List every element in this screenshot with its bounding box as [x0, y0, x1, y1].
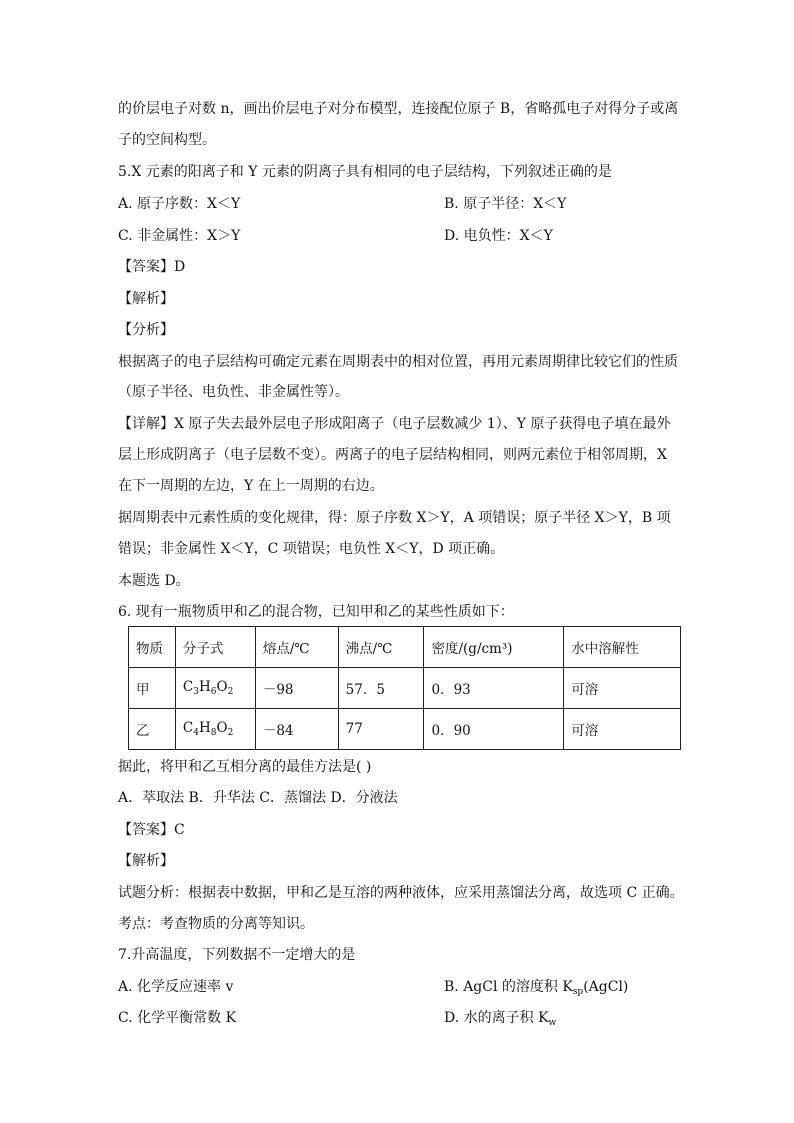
formula-subscript: 3: [193, 687, 199, 697]
q5-detail-line-3: 在下一周期的左边，Y 在上一周期的右边。: [118, 478, 384, 494]
q7-option-a: A. 化学反应速率 v: [118, 979, 234, 995]
intro-line-2: 子的空间构型。: [118, 132, 216, 148]
q5-fenxi-label: 【分析】: [118, 322, 174, 338]
q5-option-c: C. 非金属性：X＞Y: [118, 228, 241, 244]
intro-line-1: 的价层电子对数 n，画出价层电子对分布模型，连接配位原子 B，省略孤电子对得分子或离: [118, 101, 679, 117]
q5-detail-line-2: 层上形成阴离子（电子层数不变）。两离子的电子层结构相同，则两元素位于相邻周期，X: [118, 447, 667, 463]
q6-analysis-label: 【解析】: [118, 853, 174, 869]
formula-subscript: 4: [193, 728, 199, 738]
header-cell: 水中溶解性: [564, 627, 681, 668]
q7-option-b-subscript: sp: [572, 987, 584, 997]
formula-subscript: 6: [210, 687, 217, 697]
q5-fenxi-line-2: （原子半径、电负性、非金属性等）。: [118, 384, 349, 400]
q7-option-d-text: D. 水的离子积 K: [444, 1010, 549, 1026]
q7-option-b: [444, 977, 628, 1002]
table-row: [129, 668, 681, 709]
q5-option-b: B. 原子半径：X＜Y: [444, 196, 567, 212]
q5-option-a: A. 原子序数：X＜Y: [118, 196, 241, 212]
formula-subscript: 8: [210, 728, 217, 738]
formula-element: O: [216, 679, 228, 695]
q5-conclusion: 本题选 D。: [118, 573, 190, 589]
melting-point-cell: －84: [255, 709, 338, 750]
q5-detail-line-5: 错误；非金属性 X＜Y，C 项错误；电负性 X＜Y，D 项正确。: [118, 541, 505, 557]
formula-subscript: 2: [227, 728, 234, 738]
formula-element: C: [182, 720, 194, 736]
formula-element: H: [198, 679, 211, 695]
formula-element: H: [198, 720, 211, 736]
q7-option-d: [444, 1008, 556, 1033]
q5-detail-line-4: 据周期表中元素性质的变化规律，得：原子序数 X＞Y，A 项错误；原子半径 X＞Y，B 项: [118, 510, 671, 526]
header-cell: 密度/(g/cm³): [424, 627, 564, 668]
density-cell: 0．93: [424, 668, 564, 709]
formula-element: C: [182, 679, 194, 695]
header-cell: 物质: [129, 627, 176, 668]
table-header-row: [129, 627, 681, 668]
melting-point-cell: －98: [255, 668, 338, 709]
formula-element: O: [216, 720, 228, 736]
q6-answer: 【答案】C: [118, 822, 185, 838]
q5-option-d: D. 电负性：X＜Y: [444, 228, 553, 244]
boiling-point-cell: 57．5: [338, 668, 424, 709]
table-row: [129, 709, 681, 750]
header-cell: 分子式: [175, 627, 255, 668]
properties-table: [128, 626, 681, 750]
boiling-point-cell: 77: [338, 709, 424, 750]
q5-detail-line-1: 【详解】X 原子失去最外层电子形成阳离子（电子层数减少 1）、Y 原子获得电子填在最外: [118, 416, 671, 432]
q5-analysis-label: 【解析】: [118, 291, 174, 307]
q6-kaodian: 考点：考查物质的分离等知识。: [118, 916, 314, 932]
q6-explanation: 试题分析：根据表中数据，甲和乙是互溶的两种液体，应采用蒸馏法分离，故选项 C 正确。: [118, 885, 684, 901]
density-cell: 0．90: [424, 709, 564, 750]
formula-cell: [175, 709, 255, 750]
q6-stem: 6. 现有一瓶物质甲和乙的混合物，已知甲和乙的某些性质如下：: [118, 604, 514, 620]
solubility-cell: 可溶: [564, 709, 681, 750]
q7-option-c: C. 化学平衡常数 K: [118, 1010, 237, 1026]
q6-question: 据此，将甲和乙互相分离的最佳方法是( ): [118, 759, 372, 775]
q7-option-b-suffix: (AgCl): [583, 979, 629, 995]
header-cell: 熔点/℃: [255, 627, 338, 668]
q5-fenxi-line-1: 根据离子的电子层结构可确定元素在周期表中的相对位置，再用元素周期律比较它们的性质: [118, 354, 678, 370]
formula-subscript: 2: [227, 687, 234, 697]
q7-option-d-subscript: w: [548, 1018, 557, 1028]
substance-cell: 乙: [129, 709, 176, 750]
formula-cell: [175, 668, 255, 709]
q5-stem: 5.X 元素的阳离子和 Y 元素的阴离子具有相同的电子层结构，下列叙述正确的是: [118, 164, 612, 180]
q5-answer: 【答案】D: [118, 259, 186, 275]
solubility-cell: 可溶: [564, 668, 681, 709]
q7-option-b-text: B. AgCl 的溶度积 K: [444, 979, 573, 995]
substance-cell: 甲: [129, 668, 176, 709]
q7-stem: 7.升高温度，下列数据不一定增大的是: [118, 947, 356, 963]
header-cell: 沸点/℃: [338, 627, 424, 668]
q6-options: A．萃取法 B．升华法 C．蒸馏法 D．分液法: [118, 790, 398, 806]
